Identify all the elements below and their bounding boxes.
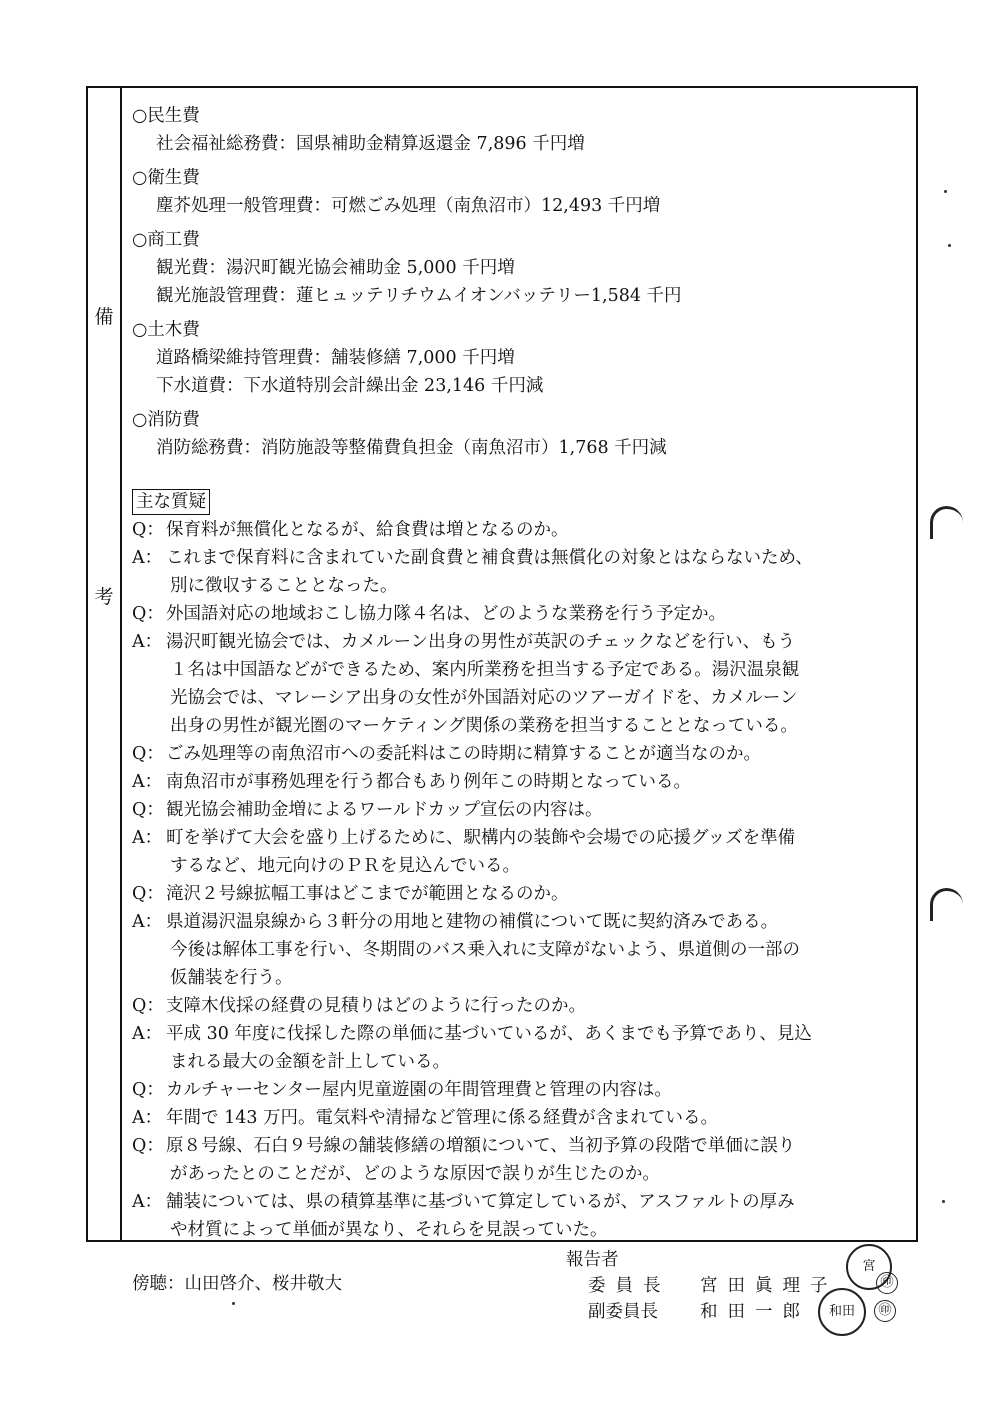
answer-text-line: 湯沢町観光協会では、カメルーン出身の男性が英訳のチェックなどを行い、もう [166, 632, 796, 652]
answer-label: A： [132, 1024, 163, 1044]
answer-text-line: １名は中国語などができるため、案内所業務を担当する予定である。湯沢温泉観 [170, 660, 800, 680]
vice-chair-seal-mark: ㊞ [874, 1300, 896, 1322]
answer-label: A： [132, 912, 163, 932]
answer-text-line: するなど、地元向けのＰＲを見込んでいる。 [170, 856, 520, 876]
budget-item: 道路橋梁維持管理費：舗装修繕 7,000 千円増 [156, 348, 515, 368]
question-entry [132, 992, 912, 1020]
budget-item: 観光施設管理費：蓮ヒュッテリチウムイオンバッテリー1,584 千円 [156, 286, 682, 306]
answer-text-line: 舗装については、県の積算基準に基づいて算定しているが、アスファルトの厚み [166, 1192, 795, 1212]
question-entry [132, 516, 912, 544]
answer-entry [132, 1188, 912, 1244]
answer-entry [132, 768, 912, 796]
qa-list [132, 516, 912, 1244]
answer-text-line: 今後は解体工事を行い、冬期間のバス乗入れに支障がないよう、県道側の一部の [170, 940, 800, 960]
answer-label: A： [132, 548, 163, 568]
scan-speck [232, 1302, 235, 1305]
qa-heading: 主な質疑 [132, 489, 210, 515]
question-label: Q： [132, 604, 164, 624]
answer-entry [132, 1020, 912, 1076]
question-entry [132, 600, 912, 628]
answer-text-line: や材質によって単価が異なり、それらを見誤っていた。 [170, 1220, 608, 1240]
vice-chair-name: 和田一郎 [700, 1302, 810, 1322]
budget-item: 塵芥処理一般管理費：可燃ごみ処理（南魚沼市）12,493 千円増 [156, 196, 661, 216]
answer-label: A： [132, 1108, 163, 1128]
question-entry [132, 880, 912, 908]
answer-label: A： [132, 772, 163, 792]
question-entry [132, 740, 912, 768]
question-label: Q： [132, 744, 164, 764]
answer-text-line: 平成 30 年度に伐採した際の単価に基づいているが、あくまでも予算であり、見込 [166, 1024, 812, 1044]
answer-text-line: 町を挙げて大会を盛り上げるために、駅構内の装飾や会場での応援グッズを準備 [166, 828, 796, 848]
answer-entry [132, 1104, 912, 1132]
answer-entry [132, 824, 912, 880]
section-heading-minsei: ○民生費 [132, 106, 200, 126]
question-label: Q： [132, 520, 164, 540]
answer-entry [132, 544, 912, 600]
budget-item: 下水道費：下水道特別会計繰出金 23,146 千円減 [156, 376, 544, 396]
chair-name: 宮田眞理子 [700, 1276, 838, 1296]
question-text-line: ごみ処理等の南魚沼市への委託料はこの時期に精算することが適当なのか。 [166, 744, 761, 764]
question-label: Q： [132, 1136, 164, 1156]
answer-label: A： [132, 632, 163, 652]
question-label: Q： [132, 884, 164, 904]
budget-item: 消防総務費：消防施設等整備費負担金（南魚沼市）1,768 千円減 [156, 438, 667, 458]
answer-text-line: 仮舗装を行う。 [170, 968, 293, 988]
question-entry [132, 1132, 912, 1188]
row-label-top: 備 [94, 306, 114, 328]
answer-text-line: 出身の男性が観光圏のマーケティング関係の業務を担当することとなっている。 [170, 716, 798, 736]
section-heading-eisei: ○衛生費 [132, 168, 200, 188]
scan-speck [948, 244, 951, 247]
budget-item: 観光費：湯沢町観光協会補助金 5,000 千円増 [156, 258, 515, 278]
question-label: Q： [132, 800, 164, 820]
binding-hole-mark [930, 506, 963, 539]
budget-item: 社会福祉総務費：国県補助金精算返還金 7,896 千円増 [156, 134, 585, 154]
question-text-line: 支障木伐採の経費の見積りはどのように行ったのか。 [166, 996, 586, 1016]
answer-entry [132, 628, 912, 740]
scan-speck [942, 1200, 945, 1203]
question-entry [132, 1076, 912, 1104]
question-label: Q： [132, 996, 164, 1016]
answer-text-line: まれる最大の金額を計上している。 [170, 1052, 450, 1072]
question-text-line: 滝沢２号線拡幅工事はどこまでが範囲となるのか。 [166, 884, 569, 904]
row-label-bottom: 考 [94, 586, 114, 608]
scan-speck [944, 190, 947, 193]
question-entry [132, 796, 912, 824]
vice-chair-stamp: 和田 [818, 1288, 866, 1336]
question-text-line: があったとのことだが、どのような原因で誤りが生じたのか。 [170, 1164, 660, 1184]
question-text-line: 原８号線、石白９号線の舗装修繕の増額について、当初予算の段階で単価に誤り [166, 1136, 796, 1156]
question-text-line: カルチャーセンター屋内児童遊園の年間管理費と管理の内容は。 [166, 1080, 672, 1100]
section-heading-shoko: ○商工費 [132, 230, 200, 250]
qa-section [132, 488, 912, 1244]
chair-stamp: 宮 [846, 1244, 892, 1290]
vice-chair-title: 副委員長 [588, 1302, 658, 1322]
question-text-line: 外国語対応の地域おこし協力隊４名は、どのような業務を行う予定か。 [166, 604, 726, 624]
section-heading-doboku: ○土木費 [132, 320, 200, 340]
chair-title: 委員長 [588, 1276, 671, 1296]
remarks-content [132, 102, 912, 1298]
row-label-column [88, 88, 122, 1240]
answer-text-line: これまで保育料に含まれていた副食費と補食費は無償化の対象とはならないため、 [166, 548, 813, 568]
answer-text-line: 県道湯沢温泉線から３軒分の用地と建物の補償について既に契約済みである。 [166, 912, 779, 932]
answer-entry [132, 908, 912, 992]
answer-text-line: 年間で 143 万円。電気料や清掃など管理に係る経費が含まれている。 [166, 1108, 719, 1128]
reporter-label: 報告者 [566, 1250, 619, 1270]
budget-section [132, 102, 912, 462]
answer-label: A： [132, 828, 163, 848]
answer-text-line: 南魚沼市が事務処理を行う都合もあり例年この時期となっている。 [166, 772, 691, 792]
section-heading-shobo: ○消防費 [132, 410, 200, 430]
chair-seal-mark: ㊞ [876, 1272, 898, 1294]
answer-label: A： [132, 1192, 163, 1212]
question-label: Q： [132, 1080, 164, 1100]
binding-hole-mark [930, 888, 963, 921]
answer-text-line: 別に徴収することとなった。 [170, 576, 398, 596]
question-text-line: 保育料が無償化となるが、給食費は増となるのか。 [166, 520, 569, 540]
answer-text-line: 光協会では、マレーシア出身の女性が外国語対応のツアーガイドを、カメルーン [170, 688, 798, 708]
observers: 傍聴：山田啓介、桜井敬大 [132, 1274, 342, 1294]
question-text-line: 観光協会補助金増によるワールドカップ宣伝の内容は。 [166, 800, 603, 820]
